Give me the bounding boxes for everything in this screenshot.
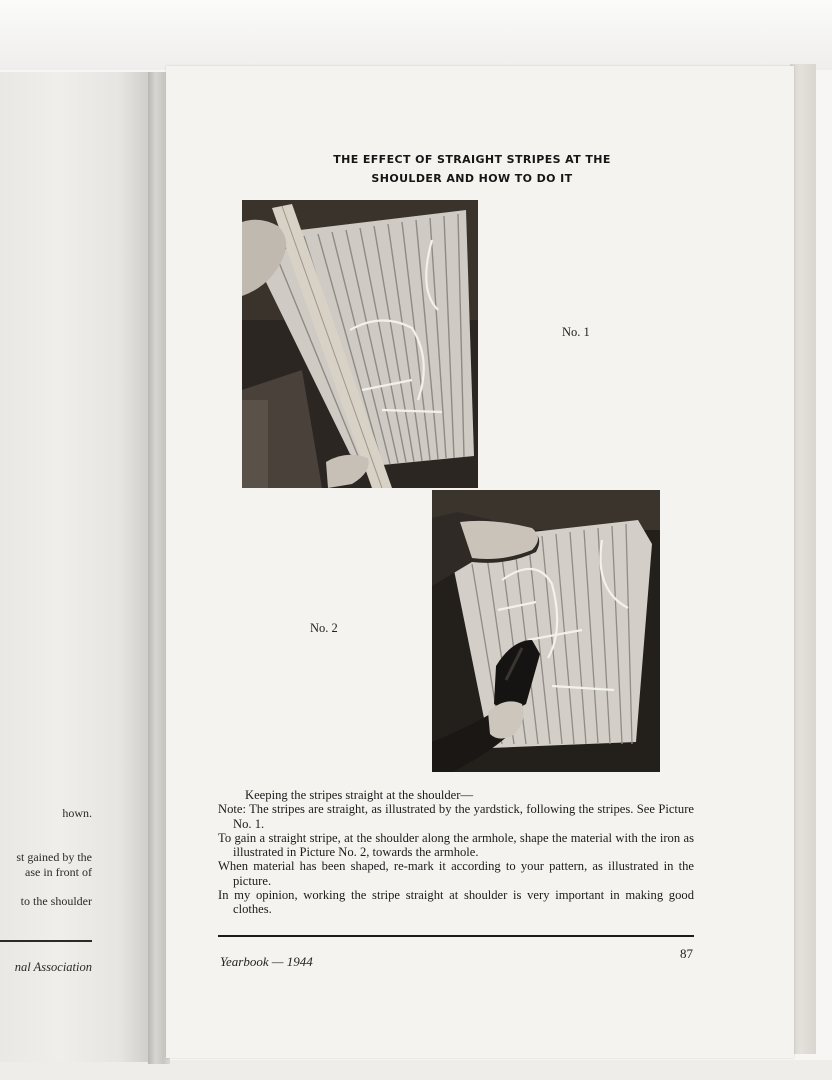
left-page-footer: nal Association [14,960,92,974]
page-title [312,150,632,188]
photo-yardstick-stripes [242,200,478,488]
running-footer: Yearbook — 1944 [220,954,313,969]
photo-caption-no-2: No. 2 [310,621,338,635]
left-page-text-line: ase in front of [25,865,92,879]
left-facing-page [0,72,150,1062]
paragraph-opinion: In my opinion, working the stripe straight at shoulder is very important in making good clothes. [218,888,694,917]
right-page [166,66,794,1058]
page-title-line-1: THE EFFECT OF STRAIGHT STRIPES AT THE [333,153,611,166]
paragraph-straight-stripe: To gain a straight stripe, at the shoulder along the armhole, shape the material with the iron as illustrated in Picture No. 2, towards the armhole. [218,830,694,860]
paragraph-re-mark: When material has been shaped, re-mark it according to your pattern, as illustrated in the picture. [218,859,694,888]
paragraph-note: Note: The stripes are straight, as illustrated by the yardstick, following the stripes. See Picture No. 1. [218,802,694,831]
photo-caption-no-1: No. 1 [562,325,590,339]
photo-iron-shaping [432,490,660,772]
paragraph-intro: Keeping the stripes straight at the shoulder— [245,788,474,802]
scan-bottom-margin [0,1060,832,1080]
left-page-footer-rule [0,940,92,942]
left-page-text-line: st gained by the [16,850,92,864]
scan-top-margin [0,0,832,70]
left-page-text-line: hown. [62,806,92,820]
page-title-line-2: SHOULDER AND HOW TO DO IT [371,172,573,185]
left-page-text-line: to the shoulder [20,894,92,908]
page-number: 87 [680,946,693,961]
body-text [218,788,694,917]
footer-rule [218,935,694,937]
